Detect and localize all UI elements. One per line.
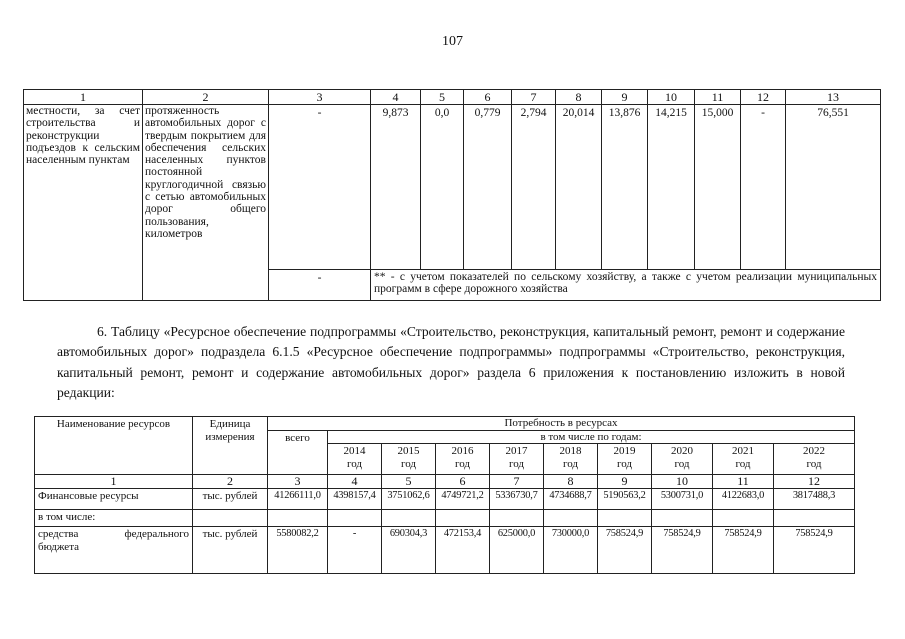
- column-number: 12: [774, 475, 855, 489]
- value-cell: 4734688,7: [544, 489, 598, 510]
- value-cell: -: [741, 105, 786, 270]
- value-cell: 9,873: [371, 105, 421, 270]
- header-cell: 13: [786, 90, 881, 105]
- table-row: [35, 510, 855, 527]
- page-number: 107: [442, 34, 463, 49]
- indicators-table-continued: [23, 89, 881, 301]
- value-cell: 758524,9: [598, 527, 652, 574]
- resource-name: Финансовые ресурсы: [35, 489, 193, 510]
- column-number: 7: [490, 475, 544, 489]
- header-cell: 7: [512, 90, 556, 105]
- unit-cell: [193, 510, 268, 527]
- value-cell: 758524,9: [713, 527, 774, 574]
- column-number: 8: [544, 475, 598, 489]
- year-header: 2014 год: [328, 444, 382, 475]
- column-number: 10: [652, 475, 713, 489]
- value-cell: 758524,9: [652, 527, 713, 574]
- column-number: 6: [436, 475, 490, 489]
- value-cell: [713, 510, 774, 527]
- table-row: [35, 527, 855, 574]
- column-number: 1: [35, 475, 193, 489]
- resource-table: [34, 416, 855, 574]
- column-number: 5: [382, 475, 436, 489]
- value-cell: 625000,0: [490, 527, 544, 574]
- year-header: 2019 год: [598, 444, 652, 475]
- header-cell: 12: [741, 90, 786, 105]
- column-number-row: [24, 90, 881, 105]
- total-cell: 5580082,2: [268, 527, 328, 574]
- value-cell: [598, 510, 652, 527]
- value-cell: [328, 510, 382, 527]
- value-cell: [490, 510, 544, 527]
- value-cell: [544, 510, 598, 527]
- value-cell: 4122683,0: [713, 489, 774, 510]
- value-cell: 5336730,7: [490, 489, 544, 510]
- total-cell: 41266111,0: [268, 489, 328, 510]
- year-header: 2018 год: [544, 444, 598, 475]
- value-cell: 76,551: [786, 105, 881, 270]
- header-cell: 5: [421, 90, 464, 105]
- value-cell: 15,000: [695, 105, 741, 270]
- value-cell: 3751062,6: [382, 489, 436, 510]
- unit-cell: тыс. рублей: [193, 527, 268, 574]
- value-cell: [382, 510, 436, 527]
- column-number: 3: [268, 475, 328, 489]
- value-cell: 4749721,2: [436, 489, 490, 510]
- resource-name: в том числе:: [35, 510, 193, 527]
- header-cell: 3: [269, 90, 371, 105]
- resources-header: Наименование ресурсов: [35, 417, 193, 475]
- value-cell: 690304,3: [382, 527, 436, 574]
- paragraph-text: 6. Таблицу «Ресурсное обеспечение подпрограммы «Строительство, реконструкция, капитальный ремонт, ремонт и содержание автомобильных дорог» подраздела 6.1.5 «Ресурсное обеспечение подпрограммы» подпрограммы «Строительство, реконструкция, капитальный ремонт, ремонт и содержание автомобильных дорог» раздела 6 приложения к постановлению изложить в новой редакции:: [57, 324, 845, 401]
- value-cell: [774, 510, 855, 527]
- need-header: Потребность в ресурсах: [268, 417, 855, 431]
- note-dash-cell: -: [269, 270, 371, 301]
- year-header: 2015 год: [382, 444, 436, 475]
- header-cell: 2: [143, 90, 269, 105]
- header-row: [35, 417, 855, 431]
- header-cell: 9: [602, 90, 648, 105]
- measure-description-cell: местности, за счет строительства и реконструкции подъездов к сельским населенным пунктам: [24, 105, 143, 301]
- value-cell: 730000,0: [544, 527, 598, 574]
- header-cell: 1: [24, 90, 143, 105]
- total-cell: [268, 510, 328, 527]
- value-cell: [652, 510, 713, 527]
- value-cell: 5300731,0: [652, 489, 713, 510]
- value-cell: 3817488,3: [774, 489, 855, 510]
- value-cell: 13,876: [602, 105, 648, 270]
- header-cell: 6: [464, 90, 512, 105]
- year-header: 2022 год: [774, 444, 855, 475]
- value-cell: 2,794: [512, 105, 556, 270]
- value-cell: 14,215: [648, 105, 695, 270]
- value-cell: 20,014: [556, 105, 602, 270]
- table-row: [24, 105, 881, 270]
- unit-header: Единица измерения: [193, 417, 268, 475]
- instruction-paragraph: [57, 322, 845, 404]
- column-number: 2: [193, 475, 268, 489]
- value-cell: -: [269, 105, 371, 270]
- indicator-name-cell: протяженность автомобильных дорог с твердым покрытием для обеспечения сельских населенных пунктов постоянной круглогодичной связью с сетью автомобильных дорог общего пользования, километров: [143, 105, 269, 301]
- value-cell: 5190563,2: [598, 489, 652, 510]
- column-number: 4: [328, 475, 382, 489]
- header-cell: 10: [648, 90, 695, 105]
- resource-name: средства федерального бюджета: [35, 527, 193, 574]
- year-header: 2016 год: [436, 444, 490, 475]
- year-header: 2020 год: [652, 444, 713, 475]
- byyear-header: в том числе по годам:: [328, 430, 855, 444]
- value-cell: 0,779: [464, 105, 512, 270]
- column-number: 11: [713, 475, 774, 489]
- column-number-row: [35, 475, 855, 489]
- header-cell: 11: [695, 90, 741, 105]
- value-cell: 472153,4: [436, 527, 490, 574]
- total-header: всего: [268, 430, 328, 475]
- year-header: 2021 год: [713, 444, 774, 475]
- value-cell: 0,0: [421, 105, 464, 270]
- table-row: [35, 489, 855, 510]
- value-cell: [436, 510, 490, 527]
- note-text-cell: ** - с учетом показателей по сельскому хозяйству, а также с учетом реализации муниципальных программ в сфере дорожного хозяйства: [371, 270, 881, 301]
- value-cell: -: [328, 527, 382, 574]
- header-cell: 8: [556, 90, 602, 105]
- column-number: 9: [598, 475, 652, 489]
- value-cell: 758524,9: [774, 527, 855, 574]
- year-header: 2017 год: [490, 444, 544, 475]
- value-cell: 4398157,4: [328, 489, 382, 510]
- unit-cell: тыс. рублей: [193, 489, 268, 510]
- header-cell: 4: [371, 90, 421, 105]
